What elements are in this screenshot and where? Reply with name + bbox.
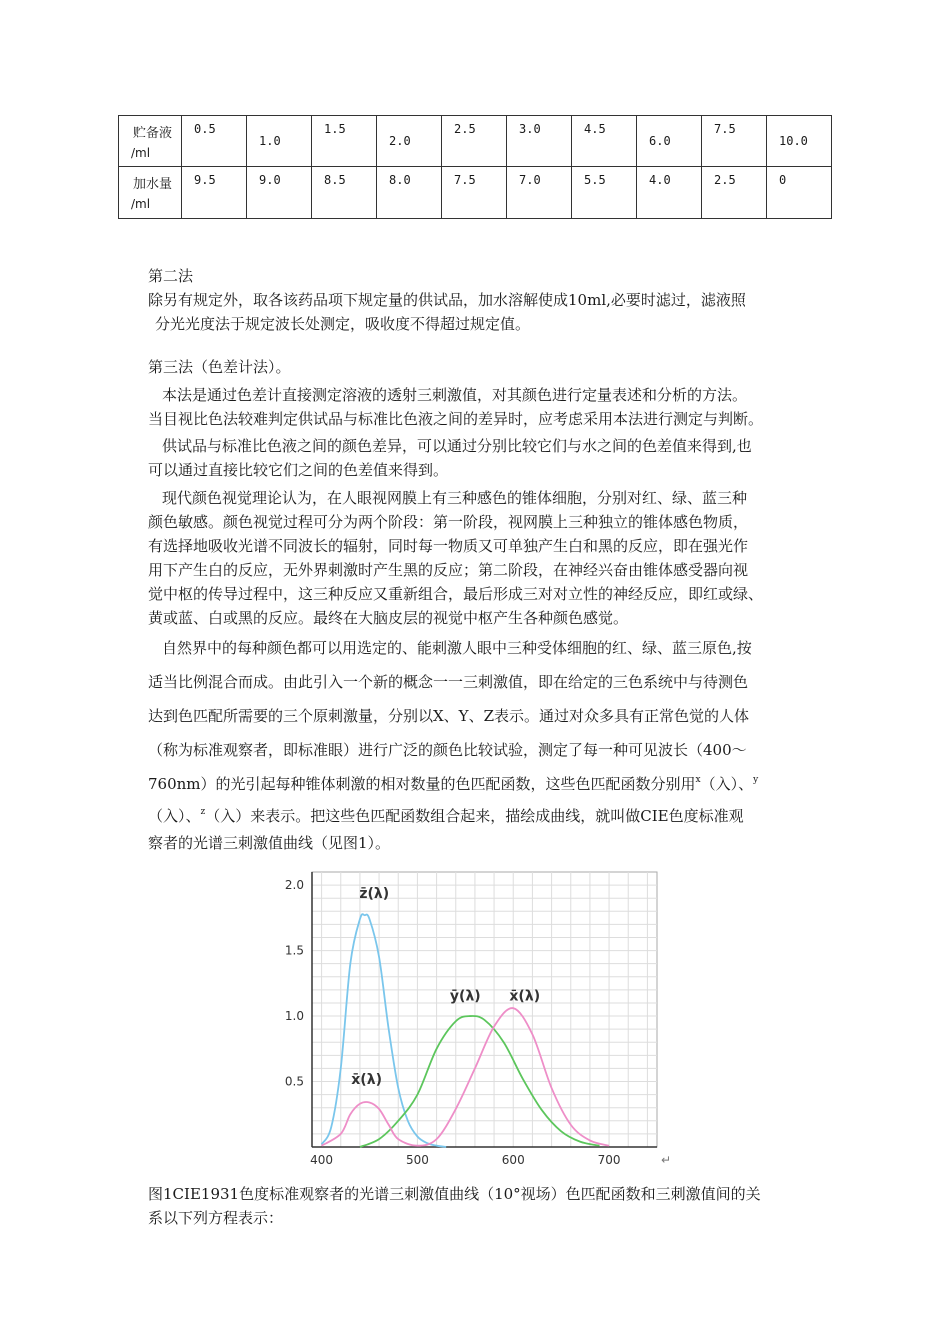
table-cell [767, 167, 832, 219]
paragraph-line: 用下产生白的反应，无外界刺激时产生黑的反应；第二阶段，在神经兴奋由锥体感受器向视 [148, 561, 749, 579]
superscript: z [200, 807, 206, 817]
paragraph-line: 供试品与标准比色液之间的颜色差异，可以通过分别比较它们与水之间的色差值来得到,也 [162, 437, 752, 455]
table-cell [637, 116, 702, 167]
table-cell [767, 116, 832, 167]
y-tick-label: 0.5 [284, 1074, 304, 1089]
x-tick-label: 700 [597, 1153, 621, 1167]
row-label: 贮备液 [133, 126, 173, 141]
paragraph-line: 达到色匹配所需要的三个原刺激量，分别以X、Y、Z表示。通过对众多具有正常色觉的人体 [148, 707, 750, 725]
cie-color-matching-chart [270, 868, 690, 1168]
cell-value: 10.0 [779, 134, 808, 148]
cell-value: 4.0 [649, 173, 671, 187]
table-cell [702, 116, 767, 167]
curve-label: ȳ(λ) [449, 988, 481, 1005]
y-tick-label: 1.0 [284, 1009, 304, 1024]
paragraph-line [148, 806, 744, 829]
method2-text-line: 分光光度法于规定波长处测定，吸收度不得超过规定值。 [155, 315, 531, 333]
caption-line: 图1CIE1931色度标准观察者的光谱三刺激值曲线（10°视场）色匹配函数和三刺激值间的关 [148, 1185, 761, 1203]
table-cell [247, 116, 312, 167]
cell-value: 2.5 [454, 122, 476, 136]
cell-value: 7.5 [714, 122, 736, 136]
cell-value: 0.5 [194, 122, 216, 136]
paragraph-line: 可以通过直接比较它们之间的色差值来得到。 [148, 461, 449, 479]
row-unit: /ml [131, 197, 151, 211]
cell-value: 4.5 [584, 122, 606, 136]
cell-value: 1.5 [324, 122, 346, 136]
row-label-cell [119, 116, 182, 167]
table-cell [312, 167, 377, 219]
table-cell [442, 116, 507, 167]
table-cell [377, 167, 442, 219]
text-span: 760nm）的光引起每种锥体刺激的相对数量的色匹配函数，这些色匹配函数分别用 [148, 775, 696, 793]
table-cell [247, 167, 312, 219]
cell-value: 9.5 [194, 173, 216, 187]
text-span: （入）、 [148, 807, 201, 825]
plot-frame [312, 872, 657, 1147]
table-cell [507, 116, 572, 167]
x-tick-label: 500 [405, 1153, 429, 1167]
superscript: y [753, 775, 759, 785]
table-cell [702, 167, 767, 219]
dilution-table [118, 115, 832, 219]
cell-value: 8.5 [324, 173, 346, 187]
text-span: （入）、 [700, 775, 754, 793]
table-cell [572, 167, 637, 219]
paragraph-line: 察者的光谱三刺激值曲线（见图1）。 [148, 834, 391, 852]
cell-value: 0 [779, 173, 787, 187]
figure-caption [148, 1182, 761, 1230]
table-cell [572, 116, 637, 167]
paragraph-line: 本法是通过色差计直接测定溶液的透射三刺激值，对其颜色进行定量表述和分析的方法。 [162, 386, 748, 404]
paragraph-line: 适当比例混合而成。由此引入一个新的概念一一三刺激值，即在给定的三色系统中与待测色 [148, 673, 749, 691]
cell-value: 6.0 [649, 134, 671, 148]
caption-line: 系以下列方程表示： [148, 1209, 284, 1227]
x-tick-label: 600 [501, 1153, 525, 1167]
paragraph-line [148, 774, 758, 797]
table-cell [377, 116, 442, 167]
curve-label: x̄(λ) [509, 988, 541, 1005]
table-row [119, 167, 832, 219]
table-cell [507, 167, 572, 219]
cell-value: 2.5 [714, 173, 736, 187]
curve-label: x̄(λ) [351, 1072, 382, 1089]
paragraph-line: （称为标准观察者，即标准眼）进行广泛的颜色比较试验，测定了每一种可见波长（400～ [148, 741, 747, 759]
row-label: 加水量 [133, 177, 173, 192]
x-tick-label: 400 [310, 1153, 334, 1167]
cell-value: 8.0 [389, 173, 411, 187]
superscript: x [695, 775, 701, 785]
cell-value: 3.0 [519, 122, 541, 136]
y-tick-label: 2.0 [284, 878, 304, 893]
paragraph-line: 当目视比色法较难判定供试品与标准比色液之间的差异时，应考虑采用本法进行测定与判断。 [148, 410, 764, 428]
cell-value: 7.0 [519, 173, 541, 187]
method2-text-line: 除另有规定外，取各该药品项下规定量的供试品，加水溶解使成10ml,必要时滤过，滤液照 [148, 291, 746, 309]
text-span: （入）来表示。把这些色匹配函数组合起来，描绘成曲线，就叫做CIE色度标准观 [205, 807, 744, 825]
table-cell [182, 116, 247, 167]
paragraph-line: 觉中枢的传导过程中，这三种反应又重新组合，最后形成三对对立性的神经反应，即红或绿、 [148, 585, 764, 603]
method2-heading: 第二法 [148, 267, 194, 285]
table-cell [312, 116, 377, 167]
curve-label: z̄(λ) [359, 886, 390, 903]
row-unit: /ml [131, 146, 151, 160]
row-label-cell [119, 167, 182, 219]
table-row [119, 116, 832, 167]
paragraph-line: 现代颜色视觉理论认为，在人眼视网膜上有三种感色的锥体细胞，分别对红、绿、蓝三种 [162, 489, 748, 507]
paragraph-line: 颜色敏感。颜色视觉过程可分为两个阶段：第一阶段，视网膜上三种独立的锥体感色物质， [148, 513, 749, 531]
paragraph-line: 有选择地吸收光谱不同波长的辐射，同时每一物质又可单独产生白和黑的反应，即在强光作 [148, 537, 749, 555]
paragraph-line: 自然界中的每种颜色都可以用选定的、能刺激人眼中三种受体细胞的红、绿、蓝三原色,按 [162, 639, 752, 657]
paragraph-line: 黄或蓝、白或黑的反应。最终在大脑皮层的视觉中枢产生各种颜色感觉。 [148, 609, 629, 627]
cell-value: 2.0 [389, 134, 411, 148]
y-tick-label: 1.5 [284, 943, 304, 958]
cell-value: 1.0 [259, 134, 281, 148]
cell-value: 9.0 [259, 173, 281, 187]
cell-value: 7.5 [454, 173, 476, 187]
method3-heading: 第三法（色差计法）。 [148, 358, 291, 376]
table-cell [182, 167, 247, 219]
cell-value: 5.5 [584, 173, 606, 187]
table-cell [442, 167, 507, 219]
return-mark: ↵ [661, 1153, 672, 1167]
table-cell [637, 167, 702, 219]
